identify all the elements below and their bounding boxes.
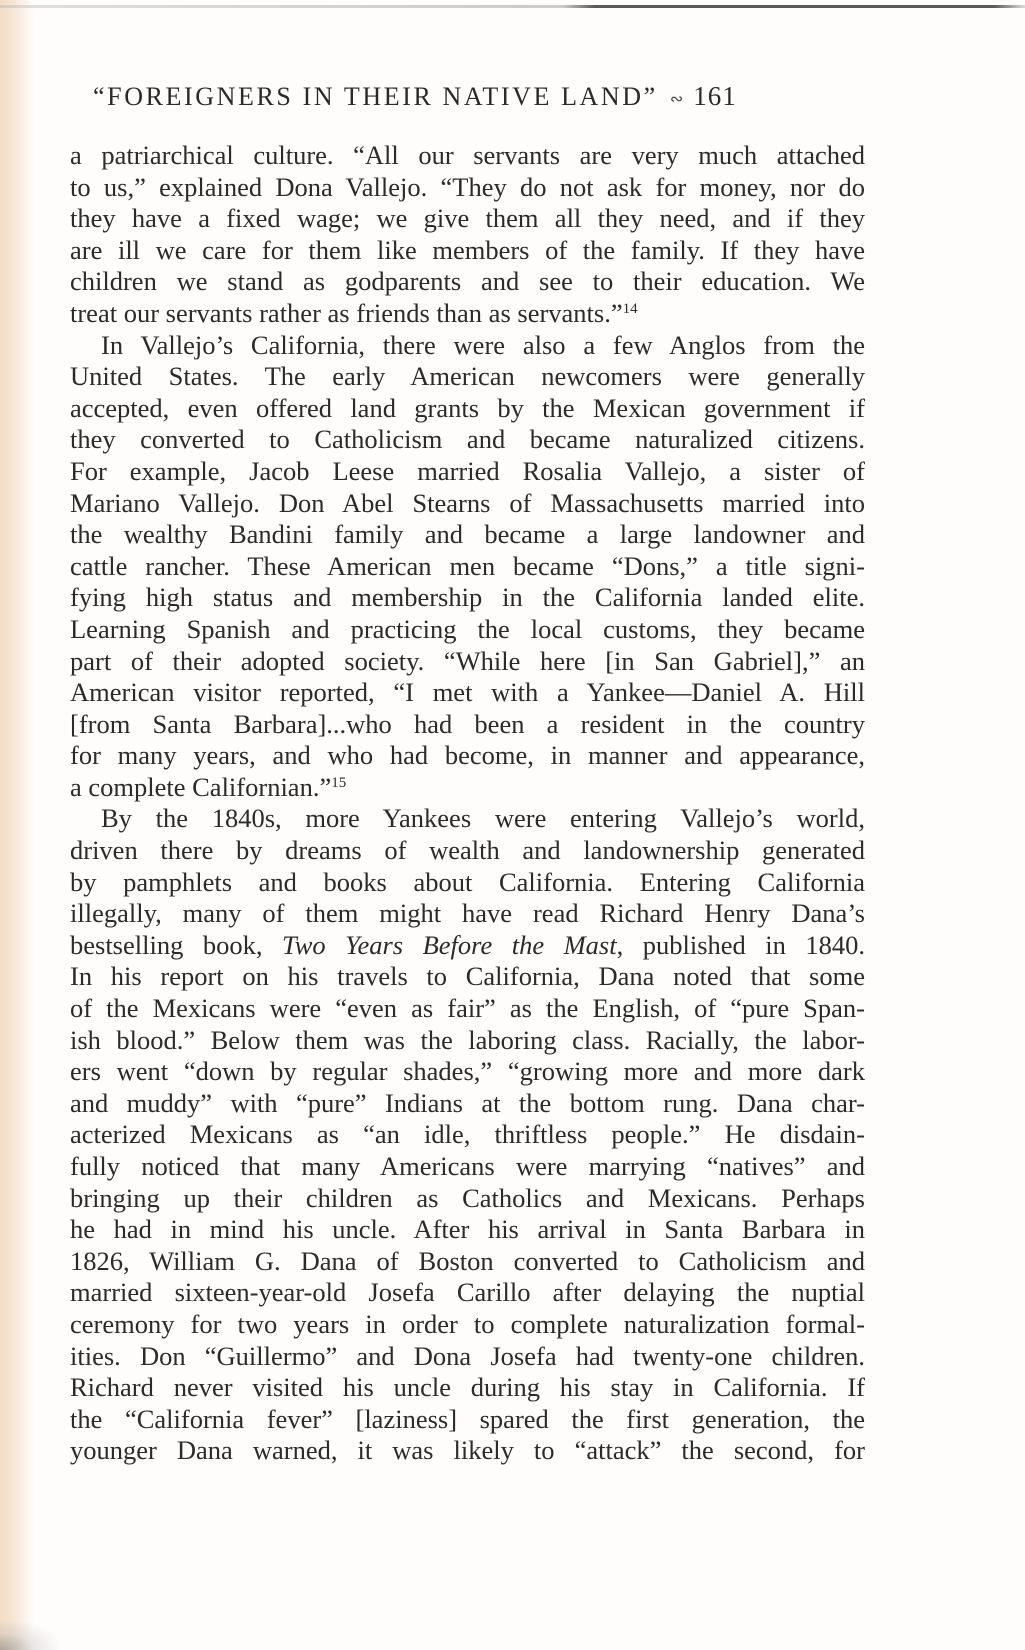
text-span: Learning Spanish and practicing the local customs, they became [70, 613, 865, 644]
text-span: married sixteen-year-old Josefa Carillo after delaying the nuptial [70, 1277, 865, 1308]
text-span: , published in 1840. [616, 929, 865, 960]
text-line [70, 930, 865, 962]
text-line [70, 1435, 865, 1467]
body-text [70, 140, 865, 1467]
text-span: ceremony for two years in order to complete naturalization formal- [70, 1308, 865, 1339]
text-span: treat our servants rather as friends than as servants.” [70, 297, 623, 328]
page-number: 161 [693, 81, 737, 111]
text-span: ers went “down by regular shades,” “growing more and more dark [70, 1056, 865, 1087]
text-span: ish blood.” Below them was the laboring class. Racially, the labor- [70, 1024, 865, 1055]
text-line [70, 709, 865, 741]
text-line [70, 519, 865, 551]
scanned-page-edge [0, 0, 34, 1650]
scan-top-rule [0, 5, 1025, 8]
text-span: bestselling book, [70, 929, 282, 960]
text-line [70, 835, 865, 867]
text-line [70, 1088, 865, 1120]
text-line [70, 266, 865, 298]
text-line [70, 1341, 865, 1373]
ornament-icon: ∾ [669, 91, 684, 108]
text-line [70, 393, 865, 425]
text-line [70, 235, 865, 267]
text-line [70, 203, 865, 235]
text-span: to us,” explained Dona Vallejo. “They do not ask for money, nor do [70, 171, 865, 202]
text-span: for many years, and who had become, in manner and appearance, [70, 740, 865, 771]
text-span: Mariano Vallejo. Don Abel Stearns of Massachusetts married into [70, 487, 865, 518]
text-line [70, 1246, 865, 1278]
text-span: the “California fever” [laziness] spared the first generation, the [70, 1403, 865, 1434]
text-span: the wealthy Bandini family and became a large landowner and [70, 519, 865, 550]
text-span: Richard never visited his uncle during his stay in California. If [70, 1372, 865, 1403]
text-line [70, 1025, 865, 1057]
paragraph-first-line [70, 330, 865, 362]
text-span: of the Mexicans were “even as fair” as the English, of “pure Span- [70, 993, 865, 1024]
text-line [70, 361, 865, 393]
text-span: acterized Mexicans as “an idle, thriftless people.” He disdain- [70, 1119, 865, 1150]
text-span: driven there by dreams of wealth and landownership generated [70, 835, 865, 866]
text-line [70, 740, 865, 772]
text-span: bringing up their children as Catholics and Mexicans. Perhaps [70, 1182, 865, 1213]
text-line [70, 456, 865, 488]
text-span: are ill we care for them like members of the family. If they have [70, 234, 865, 265]
text-span: 1826, William G. Dana of Boston converted to Catholicism and [70, 1245, 865, 1276]
text-line [70, 424, 865, 456]
text-line [70, 1372, 865, 1404]
text-line [70, 551, 865, 583]
text-span: younger Dana warned, it was likely to “attack” the second, for [70, 1435, 865, 1466]
text-line [70, 1214, 865, 1246]
text-span: [from Santa Barbara]...who had been a resident in the country [70, 708, 865, 739]
scanned-page-curl-shadow [0, 1620, 60, 1650]
text-span: he had in mind his uncle. After his arrival in Santa Barbara in [70, 1214, 865, 1245]
text-line [70, 867, 865, 899]
text-line [70, 582, 865, 614]
text-line [70, 646, 865, 678]
footnote-reference: 15 [331, 774, 347, 791]
text-span: children we stand as godparents and see to their education. We [70, 266, 865, 297]
text-line [70, 1277, 865, 1309]
text-line [70, 140, 865, 172]
text-line [70, 1151, 865, 1183]
text-line [70, 772, 865, 804]
text-line [70, 1404, 865, 1436]
text-span: by pamphlets and books about California. Entering California [70, 866, 865, 897]
text-span: they have a fixed wage; we give them all they need, and if they [70, 203, 865, 234]
text-line [70, 961, 865, 993]
text-line [70, 1119, 865, 1151]
text-span: illegally, many of them might have read Richard Henry Dana’s [70, 898, 865, 929]
text-line [70, 172, 865, 204]
text-span: In Vallejo’s California, there were also a few Anglos from the [101, 329, 865, 360]
text-span: a patriarchical culture. “All our servants are very much attached [70, 140, 865, 170]
text-line [70, 1309, 865, 1341]
running-head [93, 80, 873, 116]
paragraph-first-line [70, 803, 865, 835]
text-span: In his report on his travels to California, Dana noted that some [70, 961, 865, 992]
text-span: fying high status and membership in the California landed elite. [70, 582, 865, 613]
text-span: a complete Californian.” [70, 771, 332, 802]
text-span: fully noticed that many Americans were marrying “natives” and [70, 1151, 865, 1181]
footnote-reference: 14 [622, 300, 638, 317]
text-line [70, 614, 865, 646]
text-span: For example, Jacob Leese married Rosalia Vallejo, a sister of [70, 455, 865, 486]
running-head-title: “FOREIGNERS IN THEIR NATIVE LAND” [93, 82, 658, 111]
text-line [70, 993, 865, 1025]
text-span: ities. Don “Guillermo” and Dona Josefa had twenty-one children. [70, 1340, 865, 1371]
text-span: and muddy” with “pure” Indians at the bottom rung. Dana char- [70, 1087, 865, 1118]
text-span: United States. The early American newcomers were generally [70, 361, 865, 392]
text-line [70, 488, 865, 520]
text-line [70, 1183, 865, 1215]
text-line [70, 1056, 865, 1088]
text-span: cattle rancher. These American men became “Dons,” a title signi- [70, 550, 865, 581]
text-line [70, 898, 865, 930]
text-span: part of their adopted society. “While here [in San Gabriel],” an [70, 645, 865, 676]
text-line [70, 298, 865, 330]
text-line [70, 677, 865, 709]
text-span: they converted to Catholicism and became naturalized citizens. [70, 424, 865, 455]
book-title: Two Years Before the Mast [281, 929, 617, 960]
text-span: accepted, even offered land grants by the Mexican government if [70, 392, 865, 423]
text-span: By the 1840s, more Yankees were entering Vallejo’s world, [101, 803, 865, 834]
text-span: American visitor reported, “I met with a Yankee—Daniel A. Hill [70, 677, 865, 708]
